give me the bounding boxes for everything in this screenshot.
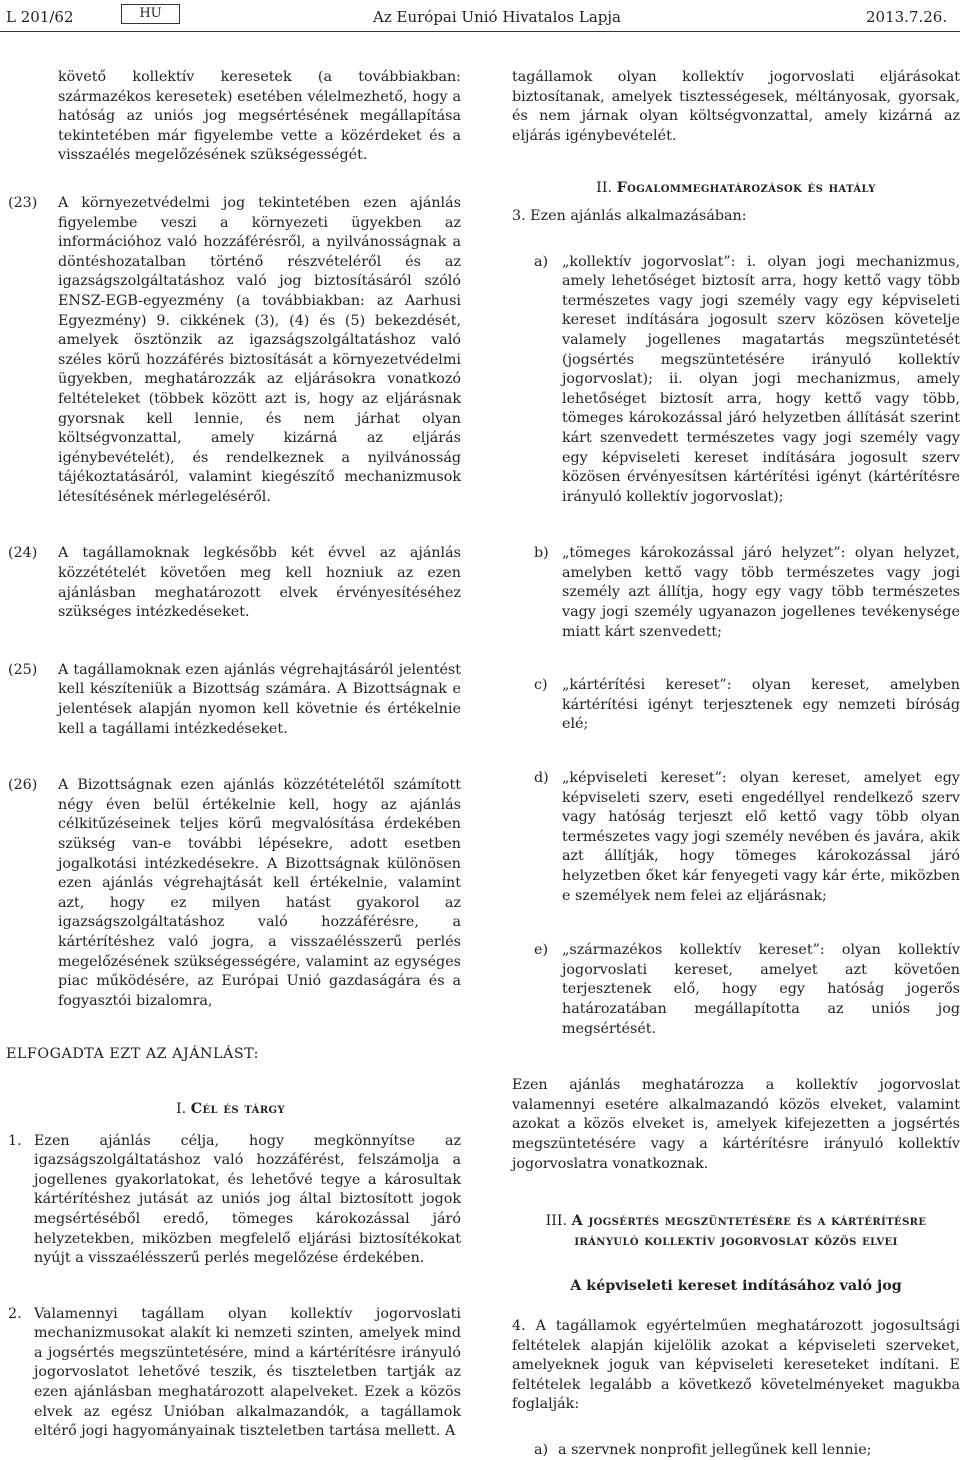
point-4: 4. A tagállamok egyértelműen meghatározott jogosultsági feltételek alapján kijelölik azokat a képviseleti szerveket, amelyeknek joguk van képviseleti kereseteket indítani. E feltételek legalább a következő követelményeket magukba foglalják: bbox=[512, 1317, 960, 1413]
recital-number: (26) bbox=[8, 777, 38, 794]
definition-b bbox=[512, 544, 960, 642]
recital-text: A tagállamoknak legkésőbb két évvel az ajánlás közzétételét követően meg kell hozniuk az ezen ajánlásban meghatározott elvek érvényesítéséhez szükséges intézkedéseket. bbox=[58, 545, 461, 621]
point-3-intro: 3. Ezen ajánlás alkalmazásában: bbox=[512, 207, 747, 224]
journal-title: Az Európai Unió Hivatalos Lapja bbox=[373, 8, 621, 26]
recital-23 bbox=[0, 194, 461, 508]
publication-date: 2013.7.26. bbox=[866, 8, 948, 26]
right-column bbox=[512, 68, 960, 1460]
recital-number: (24) bbox=[8, 545, 38, 562]
section-number: III. bbox=[545, 1213, 568, 1230]
section-title: Cél és tárgy bbox=[190, 1100, 286, 1117]
point-text: a szervnek nonprofit jellegűnek kell lennie; bbox=[558, 1441, 872, 1458]
definition-text: „származékos kollektív kereset”: olyan kollektív jogorvoslati kereset, amelyet azt követően terjesztenek elő, hogy egy hatóság jogerős határozatában megállapította az uniós jog megsértését. bbox=[562, 942, 960, 1037]
recital-number: (25) bbox=[8, 661, 38, 678]
point-letter: a) bbox=[534, 1441, 549, 1458]
language-code-box: HU bbox=[121, 4, 180, 24]
point-2 bbox=[0, 1305, 461, 1442]
definition-text: „kollektív jogorvoslat”: i. olyan jogi mechanizmus, amely lehetőséget biztosít arra, hogy kettő vagy több természetes vagy jogi személy vagy egy képviseleti kereset indítására jogosult szerv közösen követelje valamely jogellenes magatartás megszüntetését (jogsértés megszüntetésére irányuló kollektív jogorvoslat); ii. olyan jogi mechanizmus, amely lehetőséget biztosít arra, hogy kettő vagy több, tömeges károkozással járó helyzetben állítását szerint kárt szenvedett természetes vagy jogi személy vagy egy képviseleti kereset indítására jogosult szerv közösen érvényesítsen kártérítési igényt (kártérítésre irányuló kollektív jogorvoslat); bbox=[562, 253, 960, 505]
point-text: Ezen ajánlás célja, hogy megkönnyítse az igazságszolgáltatáshoz való hozzáférést, felszámolja a jogellenes gyakorlatokat, és lehetővé tegye a károsultak kártérítéshez jutását az uniós jog által biztosított jogok megsértéséből eredő, tömeges károkozással járó helyzetekben, miközben megfelelő eljárási biztosítékokat nyújt a visszaélésszerű perlés megelőzése érdekében. bbox=[34, 1132, 461, 1267]
section-heading-2 bbox=[512, 179, 960, 199]
recital-25 bbox=[0, 661, 461, 739]
recital-text: A Bizottságnak ezen ajánlás közzétételétől számított négy éven belül értékelnie kell, hogy az ajánlás célkitűzéseinek teljes körű megvalósítása érdekében szükség van-e további lépésekre, adott esetben jogalkotási intézkedésekre. A Bizottságnak különösen ezen ajánlás végrehajtását kell értékelnie, valamint azt, hogy ez milyen hatást gyakorol az igazságszolgáltatáshoz való hozzáférésre, a kártérítéshez való jogra, a visszaélésszerű perlés megelőzésének szükségességére, valamint az egységes piac működésére, az Európai Unió gazdaságára és a fogyasztói bizalomra, bbox=[58, 777, 461, 1009]
definition-letter: d) bbox=[534, 770, 549, 787]
point-number: 2. bbox=[8, 1305, 22, 1322]
page-header bbox=[0, 4, 960, 30]
section-number: I. bbox=[175, 1100, 187, 1117]
scope-paragraph: Ezen ajánlás meghatározza a kollektív jogorvoslat valamennyi esetére alkalmazandó közös elveket, valamint azokat a közös elveket is, amelyek kifejezetten a jogsértés megszüntetésére vagy a kártérítésre irányuló kollektív jogorvoslatra vonatkoznak. bbox=[512, 1077, 960, 1172]
definition-text: „tömeges károkozással járó helyzet”: olyan helyzet, amelyben kettő vagy több természetes vagy jogi személy azt állítja, hogy egy vagy több természetes vagy jogi személy ugyanazon jogellenes tevékenysége miatt kárt szenvedett; bbox=[562, 545, 960, 640]
section-title: A jogsértés megszüntetésére és a kártérítésre irányuló kollektív jogorvoslat közös elvei bbox=[571, 1213, 927, 1249]
definition-a bbox=[512, 253, 960, 508]
definition-c bbox=[512, 676, 960, 735]
point-4-a bbox=[512, 1441, 960, 1460]
point-1 bbox=[0, 1132, 461, 1269]
recital-26 bbox=[0, 776, 461, 1011]
definition-d bbox=[512, 769, 960, 906]
point-number: 1. bbox=[8, 1132, 22, 1149]
subheading: A képviseleti kereset indításához való jog bbox=[570, 1278, 902, 1295]
definition-letter: b) bbox=[534, 545, 549, 562]
section-heading-1 bbox=[0, 1100, 461, 1120]
definition-text: „képviseleti kereset”: olyan kereset, amelyet egy képviseleti szerv, eseti engedéllyel rendelkező szerv vagy hatóság terjeszt elő kettő vagy több olyan természetes vagy jogi személy nevében és javára, akik azt állítják, hogy tömeges károkozással járó helyzetben őket kár fenyegeti vagy kár érte, miközben e személyek nem felei az eljárásnak; bbox=[562, 770, 960, 904]
left-column bbox=[0, 68, 461, 1442]
recital-text: A környezetvédelmi jog tekintetében ezen ajánlás figyelembe veszi a környezeti ügyekben az információhoz való hozzáférésről, a nyilvánosságnak a döntéshozatalban történő részvételéről és az igazságszolgáltatáshoz való jog biztosításáról szóló ENSZ-EGB-egyezmény (a továbbiakban: az Aarhusi Egyezmény) 9. cikkének (3), (4) és (5) bekezdését, amelyek ösztönzik az igazságszolgáltatáshoz való széles körű hozzáférés biztosítását a környezetvédelmi ügyekben, meghatározzák az eljárásokra vonatkozó feltételeket (többek között azt is, hogy az eljárásnak gyorsnak kell lennie, és nem járhat olyan költségvonzattal, amely kizárná az eljárás igénybevételét), és rendelkeznek a nyilvánosság tájékoztatásáról, valamint kiegészítő mechanizmusok létesítésének mérlegeléséről. bbox=[58, 194, 461, 505]
continued-paragraph: tagállamok olyan kollektív jogorvoslati eljárásokat biztosítanak, amelyek tisztességesek, méltányosak, gyorsak, és nem járnak olyan költségvonzattal, amely kizárná az eljárás igénybevételét. bbox=[512, 69, 960, 144]
section-number: II. bbox=[596, 180, 613, 197]
continued-recital: követő kollektív keresetek (a továbbiakban: származékos keresetek) esetében vélelmezhető, hogy a hatóság az uniós jog megsértésének megállapítása tekintetében már figyelembe vette a közérdeket és a visszaélés megelőzésének szükségességét. bbox=[58, 69, 461, 164]
recital-text: A tagállamoknak ezen ajánlás végrehajtásáról jelentést kell készíteniük a Bizottság számára. A Bizottságnak e jelentések alapján nyomon kell követnie és értékelnie kell a tagállami intézkedéseket. bbox=[58, 661, 461, 737]
definition-e bbox=[512, 941, 960, 1039]
section-title: Fogalommeghatározások és hatály bbox=[616, 180, 876, 197]
definition-letter: e) bbox=[534, 942, 549, 959]
header-rule bbox=[0, 31, 960, 32]
page-reference: L 201/62 bbox=[6, 8, 74, 26]
definition-text: „kártérítési kereset”: olyan kereset, amelyben kártérítési igényt terjesztenek egy nemzeti bíróság elé; bbox=[562, 677, 960, 733]
definition-letter: a) bbox=[534, 253, 549, 270]
section-heading-3 bbox=[512, 1212, 960, 1251]
recital-number: (23) bbox=[8, 194, 38, 211]
definition-letter: c) bbox=[534, 677, 548, 694]
recital-24 bbox=[0, 544, 461, 622]
point-text: Valamennyi tagállam olyan kollektív jogorvoslati mechanizmusokat alakít ki nemzeti szinten, amelyek mind a jogsértés megszüntetésére, mind a kártérítésre irányuló jogorvoslatot lehetővé teszik, és tiszteletben tartják az ezen ajánlásban meghatározott alapelveket. Ezek a közös elvek az egész Unióban alkalmazandók, a tagállamok eltérő jogi hagyományainak tiszteletben tartása mellett. A bbox=[34, 1305, 461, 1440]
adoption-formula: ELFOGADTA EZT AZ AJÁNLÁST: bbox=[6, 1046, 260, 1063]
